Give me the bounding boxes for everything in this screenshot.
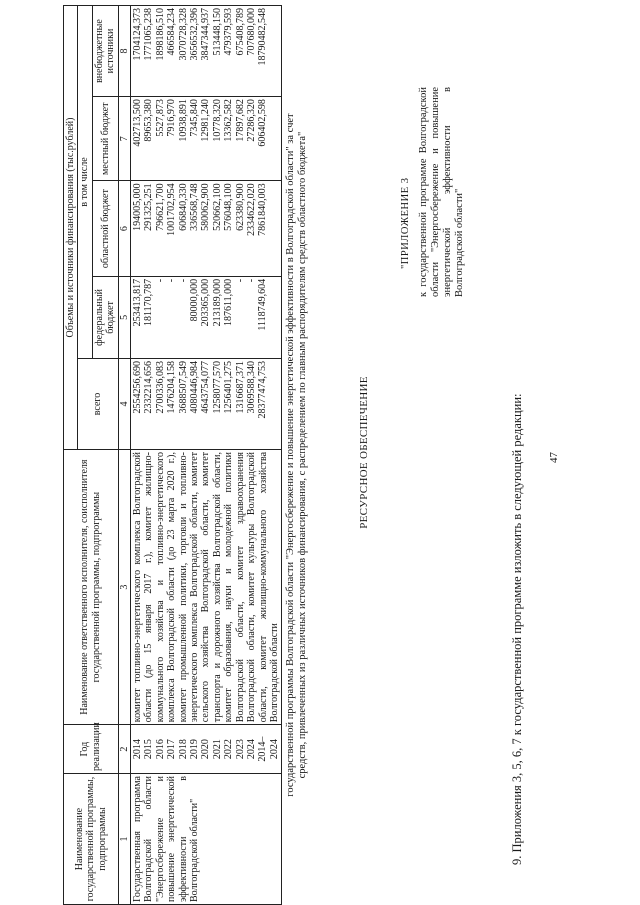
- local-value: 10778,320: [211, 99, 223, 142]
- header-name: Наименование государственной программы, подпрограммы: [64, 774, 119, 905]
- federal-value: -: [245, 278, 257, 283]
- header-including: в том числе: [78, 6, 92, 359]
- header-total: всего: [78, 358, 118, 449]
- local-value: 7345,840: [188, 99, 200, 137]
- federal-value: 203365,000: [200, 278, 212, 327]
- col-number: 1: [118, 774, 130, 905]
- federal-value: -: [166, 278, 178, 283]
- header-year: Год реализации: [64, 725, 119, 774]
- extra-value: 3847344,937: [200, 8, 212, 61]
- federal-value: 213189,000: [211, 278, 223, 327]
- regional-value: 576048,100: [223, 183, 235, 231]
- table-row: [131, 6, 282, 905]
- federal-value: 253413,817: [132, 278, 144, 327]
- year-value: 2020: [200, 739, 212, 760]
- page-number: 47: [548, 452, 560, 463]
- federal-value: -: [177, 278, 189, 283]
- col-number: 3: [118, 449, 130, 724]
- year-value: 2023: [234, 739, 246, 760]
- document-subtitle: государственной программы Волгоградской области "Энергосбережение и повышение энергетической эффективности в Волгоградской области" за счет средств, привлеченных из различных источников финансирования, с распределением по главным распорядителям средств областного бюджета": [285, 113, 308, 797]
- amendment-text: 9. Приложения 3, 5, 6, 7 к государственной программе изложить в следующей редакции:: [510, 393, 524, 865]
- col-number: 7: [118, 97, 130, 181]
- federal-value: -: [234, 278, 246, 283]
- local-cell: [131, 97, 282, 181]
- regional-value: 2334622,020: [245, 183, 257, 236]
- total-value: 1316687,371: [234, 360, 246, 414]
- header-federal: федеральный бюджет: [92, 276, 118, 358]
- total-cell: [131, 358, 282, 449]
- total-value: 1258077,570: [211, 360, 223, 414]
- year-value: 2019: [188, 739, 200, 760]
- appendix-subtitle: к государственной программе Волгоградской области "Энергосбережение и повышение энергетической эффективности в Волгоградской области": [418, 87, 465, 297]
- extra-value: 707680,000: [245, 8, 257, 56]
- total-value: 1476204,158: [166, 360, 178, 414]
- federal-cell: [131, 276, 282, 358]
- year-value: 2021: [211, 739, 223, 760]
- year-value: 2017: [166, 739, 178, 760]
- federal-value: 1118749,604: [257, 278, 269, 331]
- federal-value: 181170,787: [143, 278, 155, 326]
- regional-value: 796621,700: [154, 183, 166, 231]
- col-number: 8: [118, 6, 130, 97]
- extra-value: 3070728,328: [177, 8, 189, 61]
- year-value: 2024: [245, 739, 257, 760]
- extra-value: 479379,593: [223, 8, 235, 56]
- year-value: 2014–2024: [257, 736, 280, 762]
- local-value: 13362,582: [223, 99, 235, 142]
- extra-cell: [131, 6, 282, 97]
- extra-value: 466584,234: [166, 8, 178, 56]
- local-value: 89653,380: [143, 99, 155, 142]
- col-number: 4: [118, 358, 130, 449]
- regional-value: 336568,748: [188, 183, 200, 231]
- total-value: 4080446,984: [188, 360, 200, 414]
- extra-value: 513448,150: [211, 8, 223, 56]
- total-value: 1256401,275: [223, 360, 235, 414]
- year-value: 2022: [223, 739, 235, 760]
- total-value: 3688507,549: [177, 360, 189, 414]
- local-value: 7916,970: [166, 99, 178, 137]
- regional-value: 194005,000: [132, 183, 144, 231]
- executors-cell: комитет топливно-энергетического комплекса Волгоградской области (до 15 января 2017 г.), комитет жилищно-коммунального хозяйства и топливно-энергетического комплекса Волгоградской области (до 23 марта 2020 г.), комитет промышленной политики, торговли и топливно-энергетического комплекса Волгоградской области, комитет сельского хозяйства Волгоградской области, комитет транспорта и дорожного хозяйства Волгоградской области, комитет образования, науки и молодежной политики Волгоградской области, комитет здравоохранения Волгоградской области, комитет культуры Волгоградской области, комитет жилищно-коммунального хозяйства Волгоградской области: [131, 449, 282, 724]
- regional-value: 1001702,954: [166, 183, 178, 236]
- extra-value: 1898186,510: [154, 8, 166, 61]
- extra-value: 1771065,238: [143, 8, 155, 61]
- years-cell: [131, 725, 282, 774]
- extra-value: 1704124,373: [132, 8, 144, 61]
- regional-cell: [131, 181, 282, 276]
- local-value: 12981,240: [200, 99, 212, 142]
- appendix-title: "ПРИЛОЖЕНИЕ 3: [400, 177, 411, 269]
- column-number-row: [118, 6, 130, 905]
- resource-table: [63, 5, 282, 905]
- federal-value: 187611,000: [223, 278, 235, 326]
- year-value: 2016: [154, 739, 166, 760]
- federal-value: 80000,000: [188, 278, 200, 322]
- extra-value: 675408,789: [234, 8, 246, 56]
- total-value: 3069588,340: [245, 360, 257, 414]
- year-value: 2018: [177, 739, 189, 760]
- extra-value: 3656532,396: [188, 8, 200, 61]
- regional-value: 291325,251: [143, 183, 155, 231]
- header-volumes: Объемы и источники финансирования (тыс.рублей): [64, 6, 78, 450]
- total-value: 28377474,753: [257, 360, 269, 419]
- appendix-header: [400, 87, 466, 297]
- year-value: 2015: [143, 739, 155, 760]
- header-executor: Наименование ответственного исполнителя, соисполнителя государственной программы, подпрограммы: [64, 449, 119, 724]
- col-number: 5: [118, 276, 130, 358]
- extra-value: 18790482,548: [257, 8, 269, 66]
- regional-value: 580062,900: [200, 183, 212, 231]
- header-regional: областной бюджет: [92, 181, 118, 276]
- local-value: 606402,598: [257, 99, 269, 147]
- regional-value: 520662,100: [211, 183, 223, 231]
- local-value: 402713,500: [132, 99, 144, 147]
- total-value: 2332214,656: [143, 360, 155, 414]
- col-number: 6: [118, 181, 130, 276]
- total-value: 2554256,690: [132, 360, 144, 414]
- total-value: 2700336,083: [154, 360, 166, 414]
- local-value: 5527,873: [154, 99, 166, 137]
- header-extra: внебюджетные источники: [92, 6, 118, 97]
- local-value: 17897,682: [234, 99, 246, 142]
- local-value: 10938,891: [177, 99, 189, 142]
- local-value: 27286,320: [245, 99, 257, 142]
- year-value: 2014: [132, 739, 144, 760]
- regional-value: 606840,330: [177, 183, 189, 231]
- program-name-cell: Государственная программа Волгоградской области "Энергосбережение и повышение энергетической эффективности в Волгоградской области": [131, 774, 282, 905]
- federal-value: -: [154, 278, 166, 283]
- regional-value: 623380,900: [234, 183, 246, 231]
- col-number: 2: [118, 725, 130, 774]
- document-title: РЕСУРСНОЕ ОБЕСПЕЧЕНИЕ: [358, 376, 370, 529]
- total-value: 4643754,077: [200, 360, 212, 414]
- header-local: местный бюджет: [92, 97, 118, 181]
- regional-value: 7861840,003: [257, 183, 269, 236]
